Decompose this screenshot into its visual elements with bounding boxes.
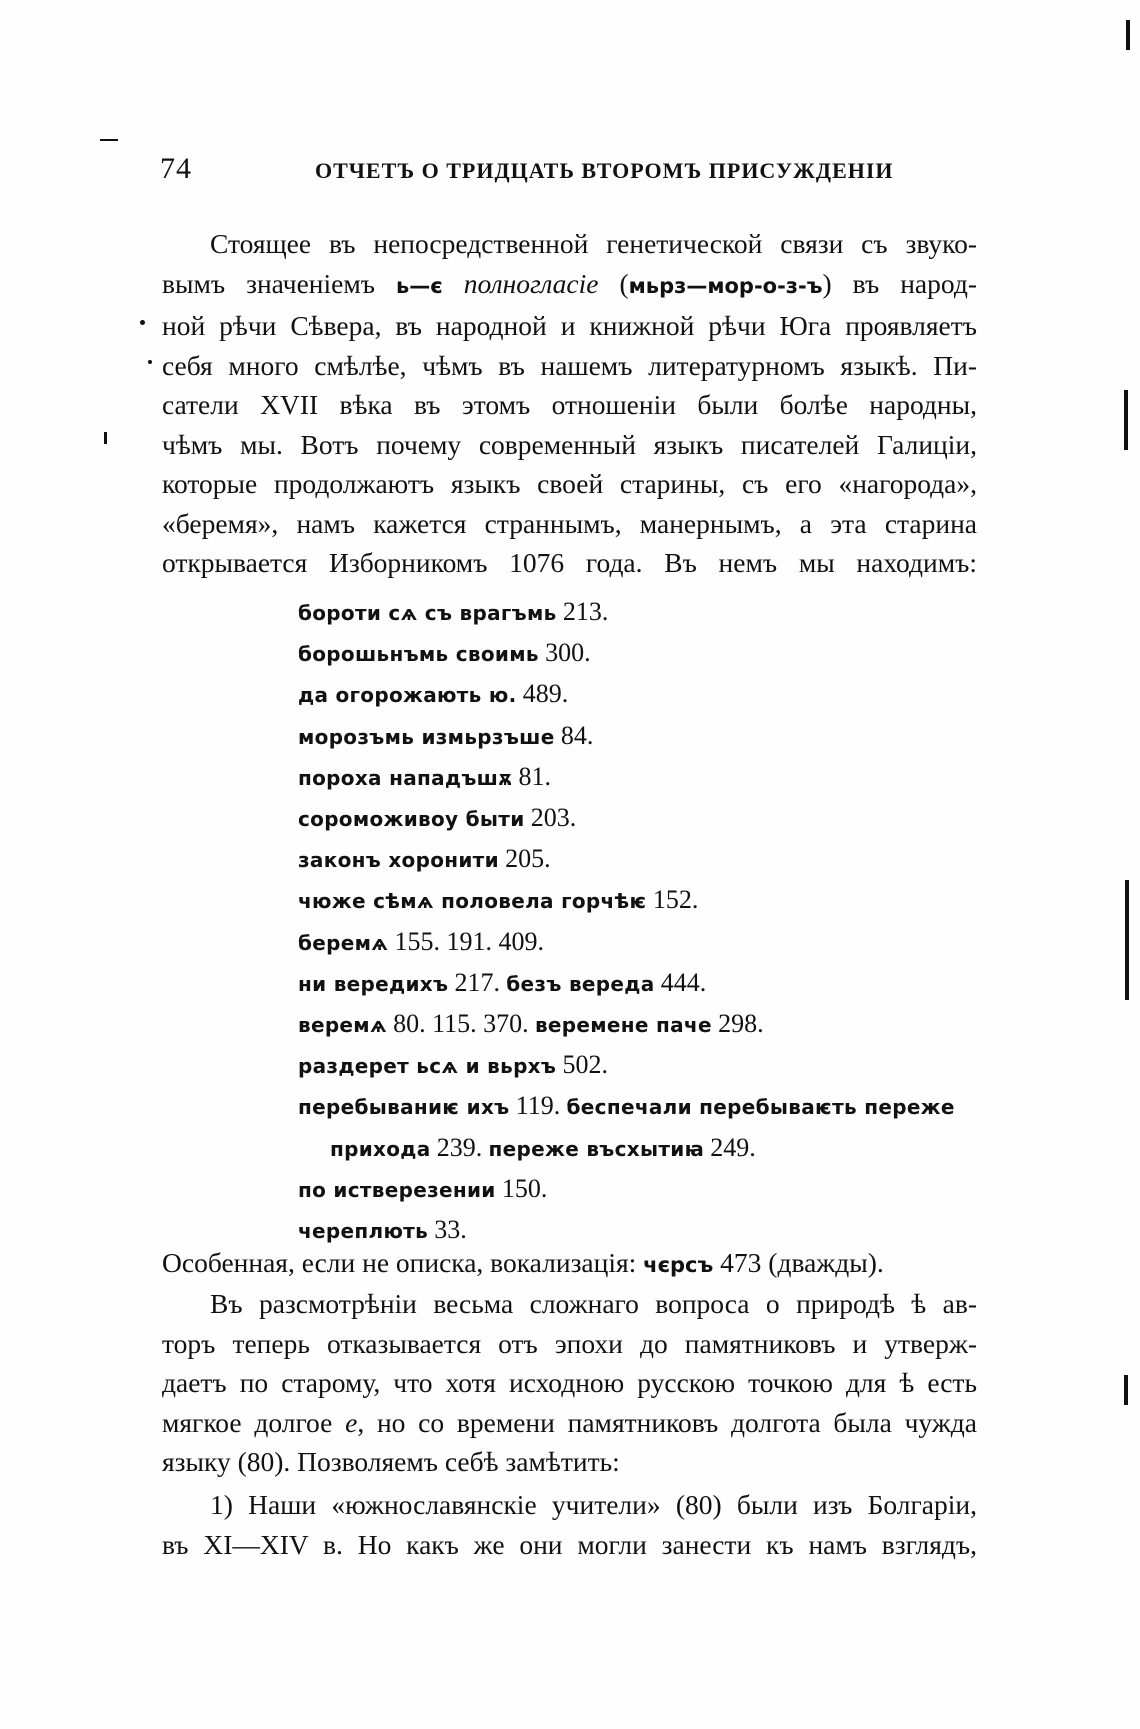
text-line	[162, 264, 977, 307]
text-line: Стоящее въ непосредственной генетической связи съ звуко-	[210, 228, 977, 259]
scan-edge-mark	[1124, 390, 1128, 450]
text-fragment: ) въ народ-	[822, 267, 977, 299]
example-line	[298, 633, 988, 674]
scan-edge-mark	[1126, 20, 1130, 50]
slavonic-phrase: прихода	[330, 1136, 431, 1161]
italic-letter: е	[345, 1406, 358, 1438]
slavonic-phrase: веремене паче	[534, 1013, 712, 1038]
slavonic-phrase: да огорожають ю.	[298, 683, 517, 708]
slavonic-phrase: по истверезении	[298, 1177, 496, 1202]
reference-number: 152.	[652, 885, 699, 915]
text-fragment: , но со времени памятниковъ долгота была чужда	[357, 1406, 977, 1438]
text-line: даетъ по старому, что хотя исходною русскою точкою для ѣ есть	[162, 1367, 977, 1398]
slavonic-phrase: бороти сѧ съ врагъмь	[298, 601, 557, 625]
paragraph-vocalization	[162, 1243, 977, 1286]
example-line-continuation	[298, 1128, 988, 1169]
example-line	[298, 674, 988, 715]
text-fragment: 473 (дважды).	[713, 1247, 884, 1278]
example-line	[298, 963, 988, 1004]
slavonic-examples-list	[298, 592, 988, 1251]
paragraph-point-1	[162, 1485, 977, 1564]
text-fragment: вымъ значеніемъ	[162, 267, 397, 299]
text-line: «беремя», намъ кажется страннымъ, манернымъ, а эта старина	[162, 507, 977, 539]
reference-number: 81.	[518, 761, 552, 791]
slavonic-fragment: мьрз—мор-о-з-ъ	[628, 273, 823, 298]
slavonic-phrase: пороха нападъшѫ	[298, 765, 513, 790]
reference-number: 80. 115. 370.	[393, 1009, 529, 1039]
slavonic-fragment: ь—є	[396, 273, 443, 298]
slavonic-phrase: перебываниѥ ихъ	[298, 1095, 510, 1120]
text-line: торъ теперь отказывается отъ эпохи до памятниковъ и утверж-	[162, 1327, 977, 1359]
text-line: открывается Изборникомъ 1076 года. Въ немъ мы находимъ:	[162, 547, 977, 578]
text-fragment: мягкое долгое	[162, 1406, 346, 1438]
text-line: Въ разсмотрѣніи весьма сложнаго вопроса о природѣ ѣ ав-	[210, 1288, 977, 1319]
example-line	[298, 757, 988, 798]
reference-number: 155. 191. 409.	[394, 926, 544, 956]
reference-number: 300.	[545, 638, 591, 668]
paragraph-yat-question	[162, 1284, 977, 1482]
reference-number: 298.	[718, 1009, 764, 1039]
page-header	[160, 152, 980, 192]
slavonic-phrase: законъ хоронити	[298, 848, 499, 873]
slavonic-fragment: чєрсъ	[643, 1253, 714, 1277]
example-line	[298, 1045, 988, 1086]
slavonic-phrase: безъ вереда	[506, 971, 655, 996]
italic-term: полногласіе	[463, 267, 599, 299]
example-line	[298, 1169, 988, 1210]
text-line: 1) Наши «южнославянскіе учители» (80) были изъ Болгаріи,	[210, 1489, 977, 1520]
slavonic-phrase: чюже сѣмѧ половела горчѣѥ	[298, 889, 647, 914]
reference-number: 119.	[515, 1091, 561, 1121]
reference-number: 502.	[562, 1050, 608, 1080]
reference-number: 213.	[562, 597, 609, 626]
page-number: 74	[160, 152, 192, 185]
reference-number: 444.	[660, 967, 707, 997]
scan-speck	[148, 360, 152, 364]
slavonic-phrase: переже въсхытиꙗ	[488, 1136, 705, 1161]
text-line: которые продолжаютъ языкъ своей старины, съ его «нагорода»,	[162, 468, 977, 499]
text-line: ной рѣчи Сѣвера, въ народной и книжной рѣчи Юга проявляетъ	[162, 310, 977, 341]
example-line	[298, 839, 988, 880]
example-line	[298, 798, 988, 839]
reference-number: 239.	[436, 1132, 483, 1162]
text-line: сатели XVII вѣка въ этомъ отношеніи были болѣе народны,	[162, 389, 977, 420]
scan-edge-mark	[1125, 880, 1129, 1000]
reference-number: 33.	[434, 1215, 467, 1245]
text-line: въ XI—XIV в. Но какъ же они могли занести къ намъ взглядъ,	[162, 1528, 977, 1560]
reference-number: 249.	[710, 1132, 756, 1162]
slavonic-phrase: сороможивоу быти	[298, 807, 525, 832]
example-line	[298, 922, 988, 963]
text-line	[162, 1243, 977, 1286]
example-line	[298, 1086, 988, 1127]
example-line	[298, 880, 988, 921]
text-line: чѣмъ мы. Вотъ почему современный языкъ писателей Галиціи,	[162, 428, 977, 460]
example-line	[298, 1004, 988, 1045]
text-fragment: (	[598, 267, 629, 299]
scan-speck	[104, 432, 107, 444]
reference-number: 84.	[560, 720, 594, 750]
text-line: себя много смѣлѣе, чѣмъ въ нашемъ литературномъ языкѣ. Пи-	[162, 349, 977, 381]
example-line	[298, 716, 988, 757]
scan-edge-mark	[1124, 1375, 1128, 1405]
slavonic-phrase: морозъмь измьрзъше	[298, 724, 555, 749]
slavonic-phrase: веремѧ	[298, 1013, 387, 1038]
paragraph-polnoglasie	[162, 224, 977, 583]
reference-number: 217.	[454, 967, 501, 997]
running-head: ОТЧЕТЪ О ТРИДЦАТЬ ВТОРОМЪ ПРИСУЖДЕНІИ	[315, 158, 894, 183]
text-line	[162, 1403, 977, 1443]
reference-number: 489.	[522, 679, 569, 709]
slavonic-phrase: борошьнъмь своимь	[298, 642, 539, 667]
reference-number: 150.	[501, 1173, 548, 1203]
scan-speck	[100, 139, 118, 141]
reference-number: 205.	[505, 844, 551, 874]
text-fragment	[443, 268, 464, 299]
text-line: языку (80). Позволяемъ себѣ замѣтить:	[162, 1446, 620, 1477]
slavonic-phrase: беремѧ	[298, 930, 389, 955]
slavonic-phrase: череплють	[298, 1219, 429, 1244]
slavonic-phrase: беспечали перебываѥть переже	[566, 1095, 955, 1120]
slavonic-phrase: ни вередихъ	[298, 971, 449, 996]
slavonic-phrase: раздерет ьсѧ и вьрхъ	[298, 1054, 557, 1079]
example-line	[298, 592, 988, 633]
reference-number: 203.	[530, 803, 577, 833]
text-fragment: Особенная, если не описка, вокализація:	[162, 1247, 644, 1278]
scan-speck	[140, 320, 145, 325]
